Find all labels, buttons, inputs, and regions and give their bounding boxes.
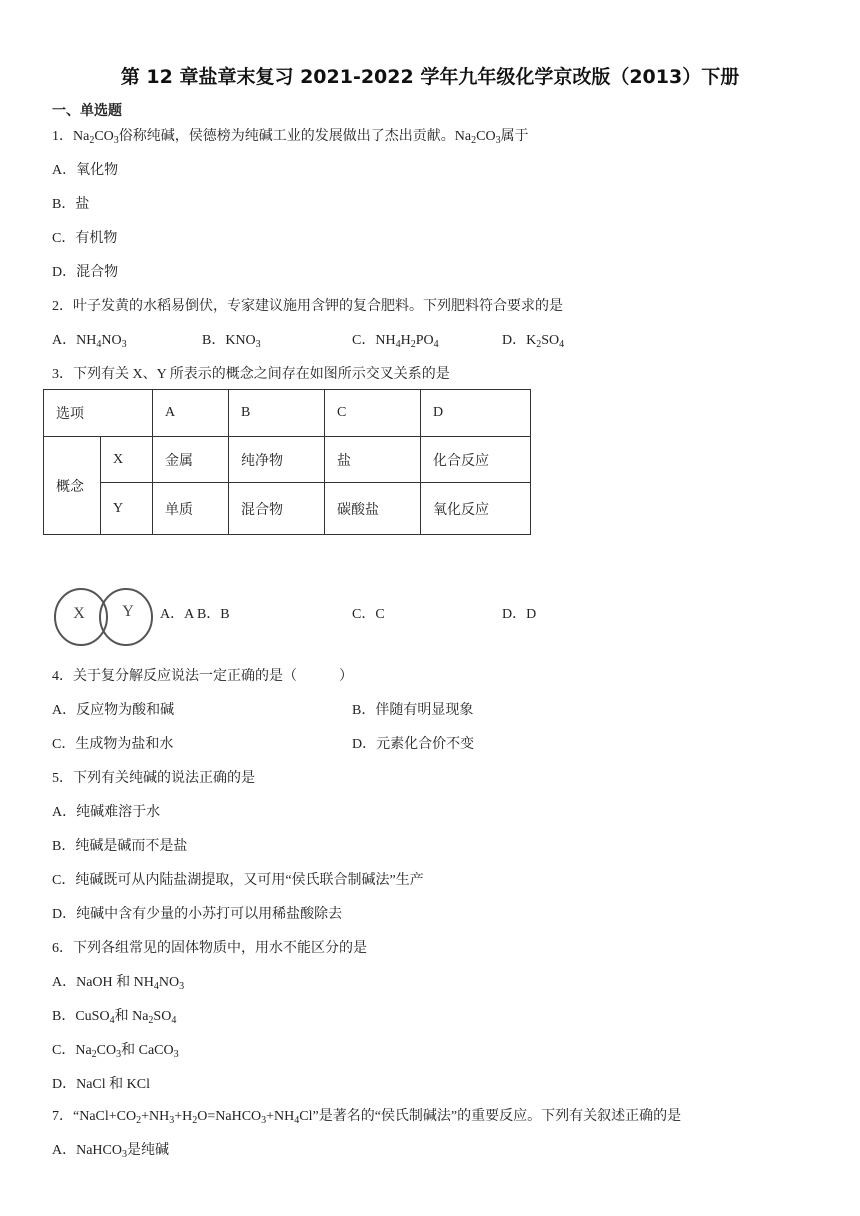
question-3-stem: 3．下列有关 X、Y 所表示的概念之间存在如图所示交叉关系的是: [52, 367, 450, 382]
page-title: 第 12 章盐章末复习 2021-2022 学年九年级化学京改版（2013）下册: [120, 66, 740, 88]
table-cell: 纯净物: [229, 437, 325, 483]
table-cell: Y: [101, 483, 153, 535]
table-cell: 碳酸盐: [325, 483, 421, 535]
table-cell: 单质: [153, 483, 229, 535]
question-6-option-c[interactable]: C．$Na_2CO_3$和 CaCO$_3$: [52, 1043, 179, 1060]
question-3-option-c[interactable]: C．C: [352, 607, 385, 622]
question-2-option-d[interactable]: D．$K_2SO_4$: [502, 333, 565, 350]
question-4-option-b[interactable]: B．伴随有明显现象: [352, 703, 474, 718]
question-4-option-d[interactable]: D．元素化合价不变: [352, 737, 475, 752]
question-6-option-d[interactable]: D．NaCl 和 KCl: [52, 1077, 150, 1092]
question-5-option-b[interactable]: B．纯碱是碱而不是盐: [52, 839, 188, 854]
table-header-cell: D: [421, 390, 531, 437]
table-header-cell: 选项: [44, 390, 153, 437]
question-5-option-c[interactable]: C．纯碱既可从内陆盐湖提取，又可用“侯氏联合制碱法”生产: [52, 873, 424, 888]
table-row-group-label: 概念: [44, 437, 101, 535]
question-7-stem: 7．“$NaCl+CO_2+NH_3+H_2O=NaHCO_3+NH_4Cl$”是著名的“侯氏制碱法”的重要反应。下列有关叙述正确的是: [52, 1109, 682, 1126]
question-2-option-b[interactable]: B．$KNO_3$: [202, 333, 261, 350]
question-3-option-d[interactable]: D．D: [502, 607, 537, 622]
question-6-stem: 6．下列各组常见的固体物质中，用水不能区分的是: [52, 941, 367, 956]
question-2-option-c[interactable]: C．$NH_4H_2PO_4$: [352, 333, 439, 350]
question-3-table: [43, 389, 531, 535]
venn-label-y: Y: [122, 603, 134, 620]
table-cell: 金属: [153, 437, 229, 483]
question-1-option-b[interactable]: B．盐: [52, 197, 90, 212]
question-4-stem: 4．关于复分解反应说法一定正确的是（ ）: [52, 669, 353, 684]
question-5-option-d[interactable]: D．纯碱中含有少量的小苏打可以用稀盐酸除去: [52, 907, 343, 922]
question-5-option-a[interactable]: A．纯碱难溶于水: [52, 805, 161, 820]
question-4-option-a[interactable]: A．反应物为酸和碱: [52, 703, 175, 718]
question-3-option-ab[interactable]: A．A B．B: [160, 607, 230, 622]
question-6-option-b[interactable]: B．CuSO$_4$和 $Na_2SO_4$: [52, 1009, 177, 1026]
question-1-stem: 1．$Na_2CO_3$俗称纯碱，侯德榜为纯碱工业的发展做出了杰出贡献。$Na_2CO_3$属于: [52, 129, 529, 146]
question-2-option-a[interactable]: A．$NH_4NO_3$: [52, 333, 127, 350]
table-header-cell: A: [153, 390, 229, 437]
question-7-option-a[interactable]: A．NaHCO$_3$是纯碱: [52, 1143, 169, 1160]
question-6-option-a[interactable]: A．NaOH 和 $NH_4NO_3$: [52, 975, 185, 992]
table-cell: X: [101, 437, 153, 483]
venn-label-x: X: [73, 605, 85, 622]
table-cell: 盐: [325, 437, 421, 483]
table-cell: 化合反应: [421, 437, 531, 483]
question-1-option-c[interactable]: C．有机物: [52, 231, 118, 246]
question-2-stem: 2．叶子发黄的水稻易倒伏，专家建议施用含钾的复合肥料。下列肥料符合要求的是: [52, 299, 563, 314]
venn-diagram: [52, 586, 156, 648]
question-1-option-d[interactable]: D．混合物: [52, 265, 119, 280]
question-5-stem: 5．下列有关纯碱的说法正确的是: [52, 771, 255, 786]
table-cell: 氧化反应: [421, 483, 531, 535]
table-cell: 混合物: [229, 483, 325, 535]
table-header-cell: B: [229, 390, 325, 437]
table-header-cell: C: [325, 390, 421, 437]
question-1-option-a[interactable]: A．氧化物: [52, 163, 119, 178]
question-4-option-c[interactable]: C．生成物为盐和水: [52, 737, 174, 752]
section-heading: 一、单选题: [52, 103, 122, 119]
